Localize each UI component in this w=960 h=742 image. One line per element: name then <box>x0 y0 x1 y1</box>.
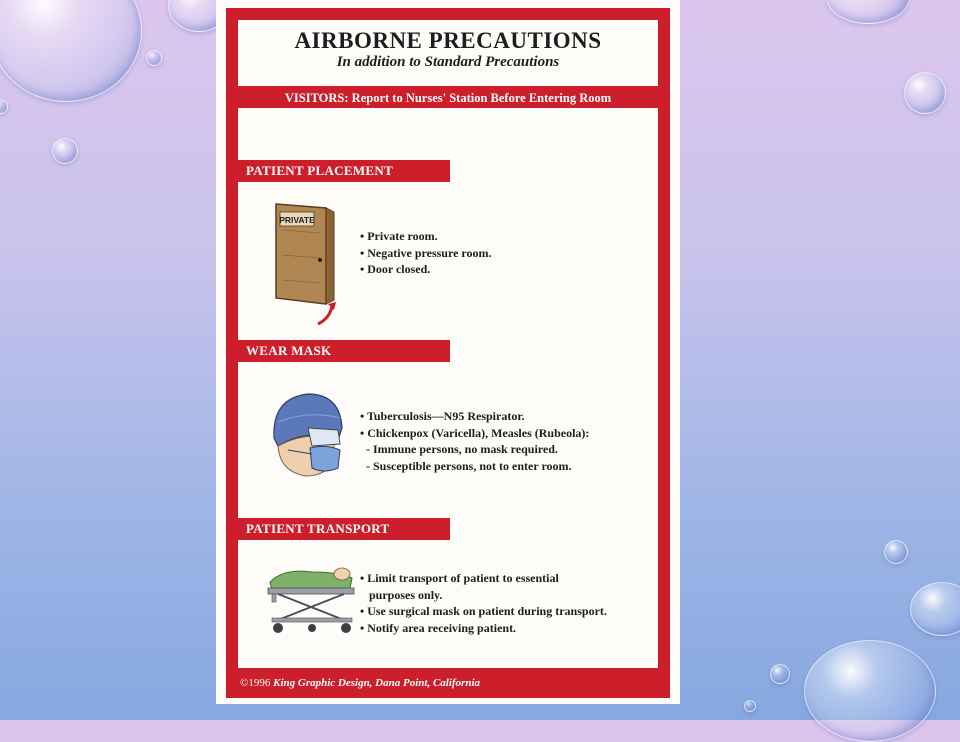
patient-placement-list <box>360 228 492 278</box>
list-item: • Negative pressure room. <box>360 245 492 260</box>
bubble-decoration <box>910 582 960 636</box>
title-box <box>238 20 658 86</box>
poster-content <box>238 108 658 668</box>
section-heading-patient-placement: PATIENT PLACEMENT <box>238 160 450 182</box>
list-item: • Notify area receiving patient. <box>360 620 517 635</box>
poster-title: AIRBORNE PRECAUTIONS <box>294 28 602 53</box>
bubble-decoration <box>744 700 756 712</box>
list-item: • Private room. <box>360 229 438 243</box>
poster-subtitle: In addition to Standard Precautions <box>336 54 560 70</box>
airborne-precautions-poster <box>216 0 680 704</box>
list-item: purposes only. <box>360 587 443 602</box>
bubble-decoration <box>52 138 78 164</box>
bubble-decoration <box>804 640 936 742</box>
list-item: • Door closed. <box>360 262 431 276</box>
bubble-decoration <box>0 0 142 102</box>
list-item: - Immune persons, no mask required. <box>360 442 558 456</box>
patient-transport-list <box>360 570 607 636</box>
bubble-decoration <box>0 100 8 114</box>
section-heading-patient-transport: PATIENT TRANSPORT <box>238 518 450 540</box>
list-item: - Susceptible persons, not to enter room. <box>360 458 572 473</box>
poster-footer <box>238 672 660 694</box>
masked-head-icon <box>268 388 348 480</box>
bubble-decoration <box>146 50 162 66</box>
wear-mask-list <box>360 408 589 474</box>
bubble-decoration <box>904 72 946 114</box>
stretcher-icon <box>264 560 360 638</box>
poster-red-frame <box>226 8 670 698</box>
bubble-decoration <box>826 0 910 24</box>
list-item: • Tuberculosis—N95 Respirator. <box>360 409 525 423</box>
visitors-notice: VISITORS: Report to Nurses' Station Before Entering Room <box>284 91 612 105</box>
bubble-decoration <box>770 664 790 684</box>
copyright-year: ©1996 <box>240 677 271 689</box>
list-item: • Limit transport of patient to essential <box>360 571 559 585</box>
list-item: • Use surgical mask on patient during transport. <box>360 604 607 618</box>
list-item: • Chickenpox (Varicella), Measles (Rubeola): <box>360 425 590 440</box>
copyright-credit: King Graphic Design, Dana Point, California <box>273 677 481 689</box>
bubble-decoration <box>884 540 908 564</box>
section-heading-wear-mask: WEAR MASK <box>238 340 450 362</box>
door-sign-label: PRIVATE <box>279 215 315 225</box>
door-icon <box>270 200 342 330</box>
